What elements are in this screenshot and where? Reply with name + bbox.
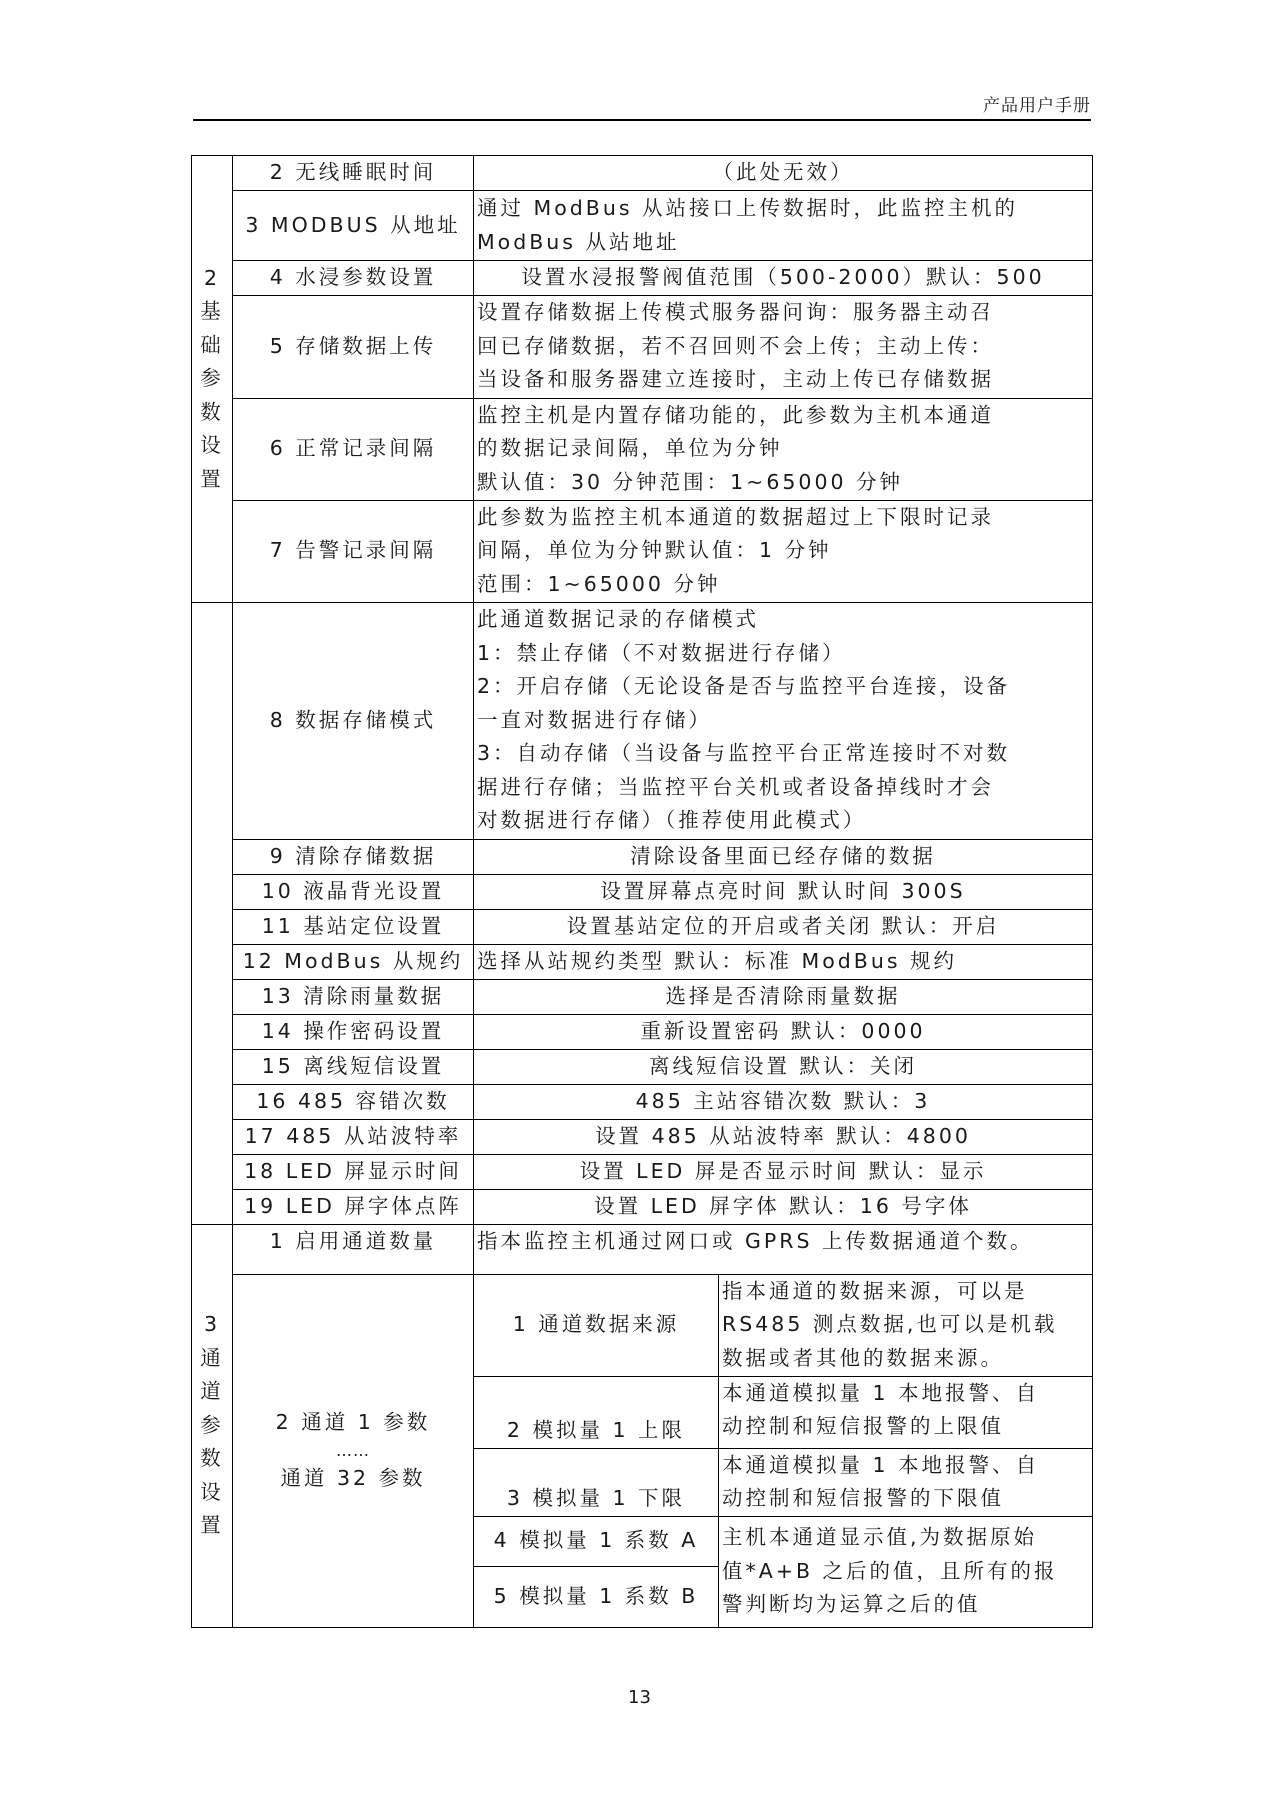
table-row (192, 944, 1093, 979)
param-name: 2 无线睡眠时间 (233, 156, 474, 191)
param-name: 10 液晶背光设置 (233, 874, 474, 909)
param-name: 3 MODBUS 从地址 (233, 191, 474, 261)
param-name: 14 操作密码设置 (233, 1014, 474, 1049)
channel-param-group: 2 通道 1 参数 …… 通道 32 参数 (233, 1274, 474, 1627)
table-row (192, 839, 1093, 874)
param-name: 12 ModBus 从规约 (233, 944, 474, 979)
table-row (192, 1119, 1093, 1154)
param-desc: 设置水浸报警阀值范围（500-2000）默认：500 (474, 261, 1093, 296)
param-name: 9 清除存储数据 (233, 839, 474, 874)
param-name: 11 基站定位设置 (233, 909, 474, 944)
sub-param-name: 4 模拟量 1 系数 A (474, 1516, 719, 1566)
table-row (192, 295, 1093, 398)
param-name: 5 存储数据上传 (233, 295, 474, 398)
sub-param-name: 2 模拟量 1 上限 (474, 1376, 719, 1448)
header-title: 产品用户手册 (983, 96, 1091, 116)
table-row (192, 1014, 1093, 1049)
table-row (192, 398, 1093, 500)
param-name: 15 离线短信设置 (233, 1049, 474, 1084)
param-name: 7 告警记录间隔 (233, 500, 474, 602)
table-row (192, 602, 1093, 839)
table-row (192, 1224, 1093, 1274)
table-row (192, 1084, 1093, 1119)
table-row (192, 1049, 1093, 1084)
param-name: 1 启用通道数量 (233, 1224, 474, 1274)
sub-param-desc: 主机本通道显示值,为数据原始 值*A+B 之后的值，且所有的报 警判断均为运算之后的值 (719, 1516, 1093, 1627)
param-desc: 监控主机是内置存储功能的，此参数为主机本通道 的数据记录间隔，单位为分钟 默认值：30 分钟范围：1~65000 分钟 (474, 398, 1093, 500)
param-name: 6 正常记录间隔 (233, 398, 474, 500)
sub-param-name: 1 通道数据来源 (474, 1274, 719, 1376)
param-desc: 设置 LED 屏字体 默认：16 号字体 (474, 1189, 1093, 1224)
param-desc: 通过 ModBus 从站接口上传数据时，此监控主机的 ModBus 从站地址 (474, 191, 1093, 261)
sub-param-name: 3 模拟量 1 下限 (474, 1448, 719, 1516)
param-desc: 清除设备里面已经存储的数据 (474, 839, 1093, 874)
table-row (192, 874, 1093, 909)
param-desc: 设置屏幕点亮时间 默认时间 300S (474, 874, 1093, 909)
param-desc: 此通道数据记录的存储模式 1：禁止存储（不对数据进行存储） 2：开启存储（无论设备是否与监控平台连接，设备 一直对数据进行存储） 3：自动存储（当设备与监控平台正常连接时不对数 据进行存储；当监控平台关机或者设备掉线时才会 对数据进行存储）（推荐使用此模式） (474, 602, 1093, 839)
param-name: 8 数据存储模式 (233, 602, 474, 839)
sub-param-desc: 本通道模拟量 1 本地报警、自 动控制和短信报警的下限值 (719, 1448, 1093, 1516)
section-label-empty (192, 602, 233, 1224)
sub-param-desc: 本通道模拟量 1 本地报警、自 动控制和短信报警的上限值 (719, 1376, 1093, 1448)
param-desc: 设置 LED 屏是否显示时间 默认：显示 (474, 1154, 1093, 1189)
parameter-table (191, 155, 1093, 1628)
param-desc: 指本监控主机通过网口或 GPRS 上传数据通道个数。 (474, 1224, 1093, 1274)
param-name: 18 LED 屏显示时间 (233, 1154, 474, 1189)
section-2-label: 2 基 础 参 数 设 置 (192, 156, 233, 603)
table-row (192, 191, 1093, 261)
section-3-label: 3 通 道 参 数 设 置 (192, 1224, 233, 1627)
header-rule (193, 119, 1091, 121)
sub-param-name: 5 模拟量 1 系数 B (474, 1566, 719, 1627)
param-desc: 选择是否清除雨量数据 (474, 979, 1093, 1014)
param-name: 16 485 容错次数 (233, 1084, 474, 1119)
table-row (192, 261, 1093, 296)
table-row (192, 1274, 1093, 1376)
param-desc: 设置基站定位的开启或者关闭 默认：开启 (474, 909, 1093, 944)
param-name: 17 485 从站波特率 (233, 1119, 474, 1154)
sub-param-desc: 指本通道的数据来源，可以是 RS485 测点数据,也可以是机载 数据或者其他的数据来源。 (719, 1274, 1093, 1376)
param-name: 19 LED 屏字体点阵 (233, 1189, 474, 1224)
param-desc: （此处无效） (474, 156, 1093, 191)
table-row (192, 500, 1093, 602)
table-row (192, 1189, 1093, 1224)
table-row (192, 1154, 1093, 1189)
page-number: 13 (628, 1687, 651, 1708)
param-name: 13 清除雨量数据 (233, 979, 474, 1014)
table-row (192, 909, 1093, 944)
param-name: 4 水浸参数设置 (233, 261, 474, 296)
param-desc: 重新设置密码 默认：0000 (474, 1014, 1093, 1049)
param-desc: 离线短信设置 默认：关闭 (474, 1049, 1093, 1084)
param-desc: 此参数为监控主机本通道的数据超过上下限时记录 间隔，单位为分钟默认值：1 分钟 范围：1~65000 分钟 (474, 500, 1093, 602)
param-desc: 设置 485 从站波特率 默认：4800 (474, 1119, 1093, 1154)
param-desc: 选择从站规约类型 默认：标准 ModBus 规约 (474, 944, 1093, 979)
table-row (192, 979, 1093, 1014)
table-row (192, 156, 1093, 191)
param-desc: 设置存储数据上传模式服务器问询：服务器主动召 回已存储数据，若不召回则不会上传；主动上传： 当设备和服务器建立连接时，主动上传已存储数据 (474, 295, 1093, 398)
param-desc: 485 主站容错次数 默认：3 (474, 1084, 1093, 1119)
